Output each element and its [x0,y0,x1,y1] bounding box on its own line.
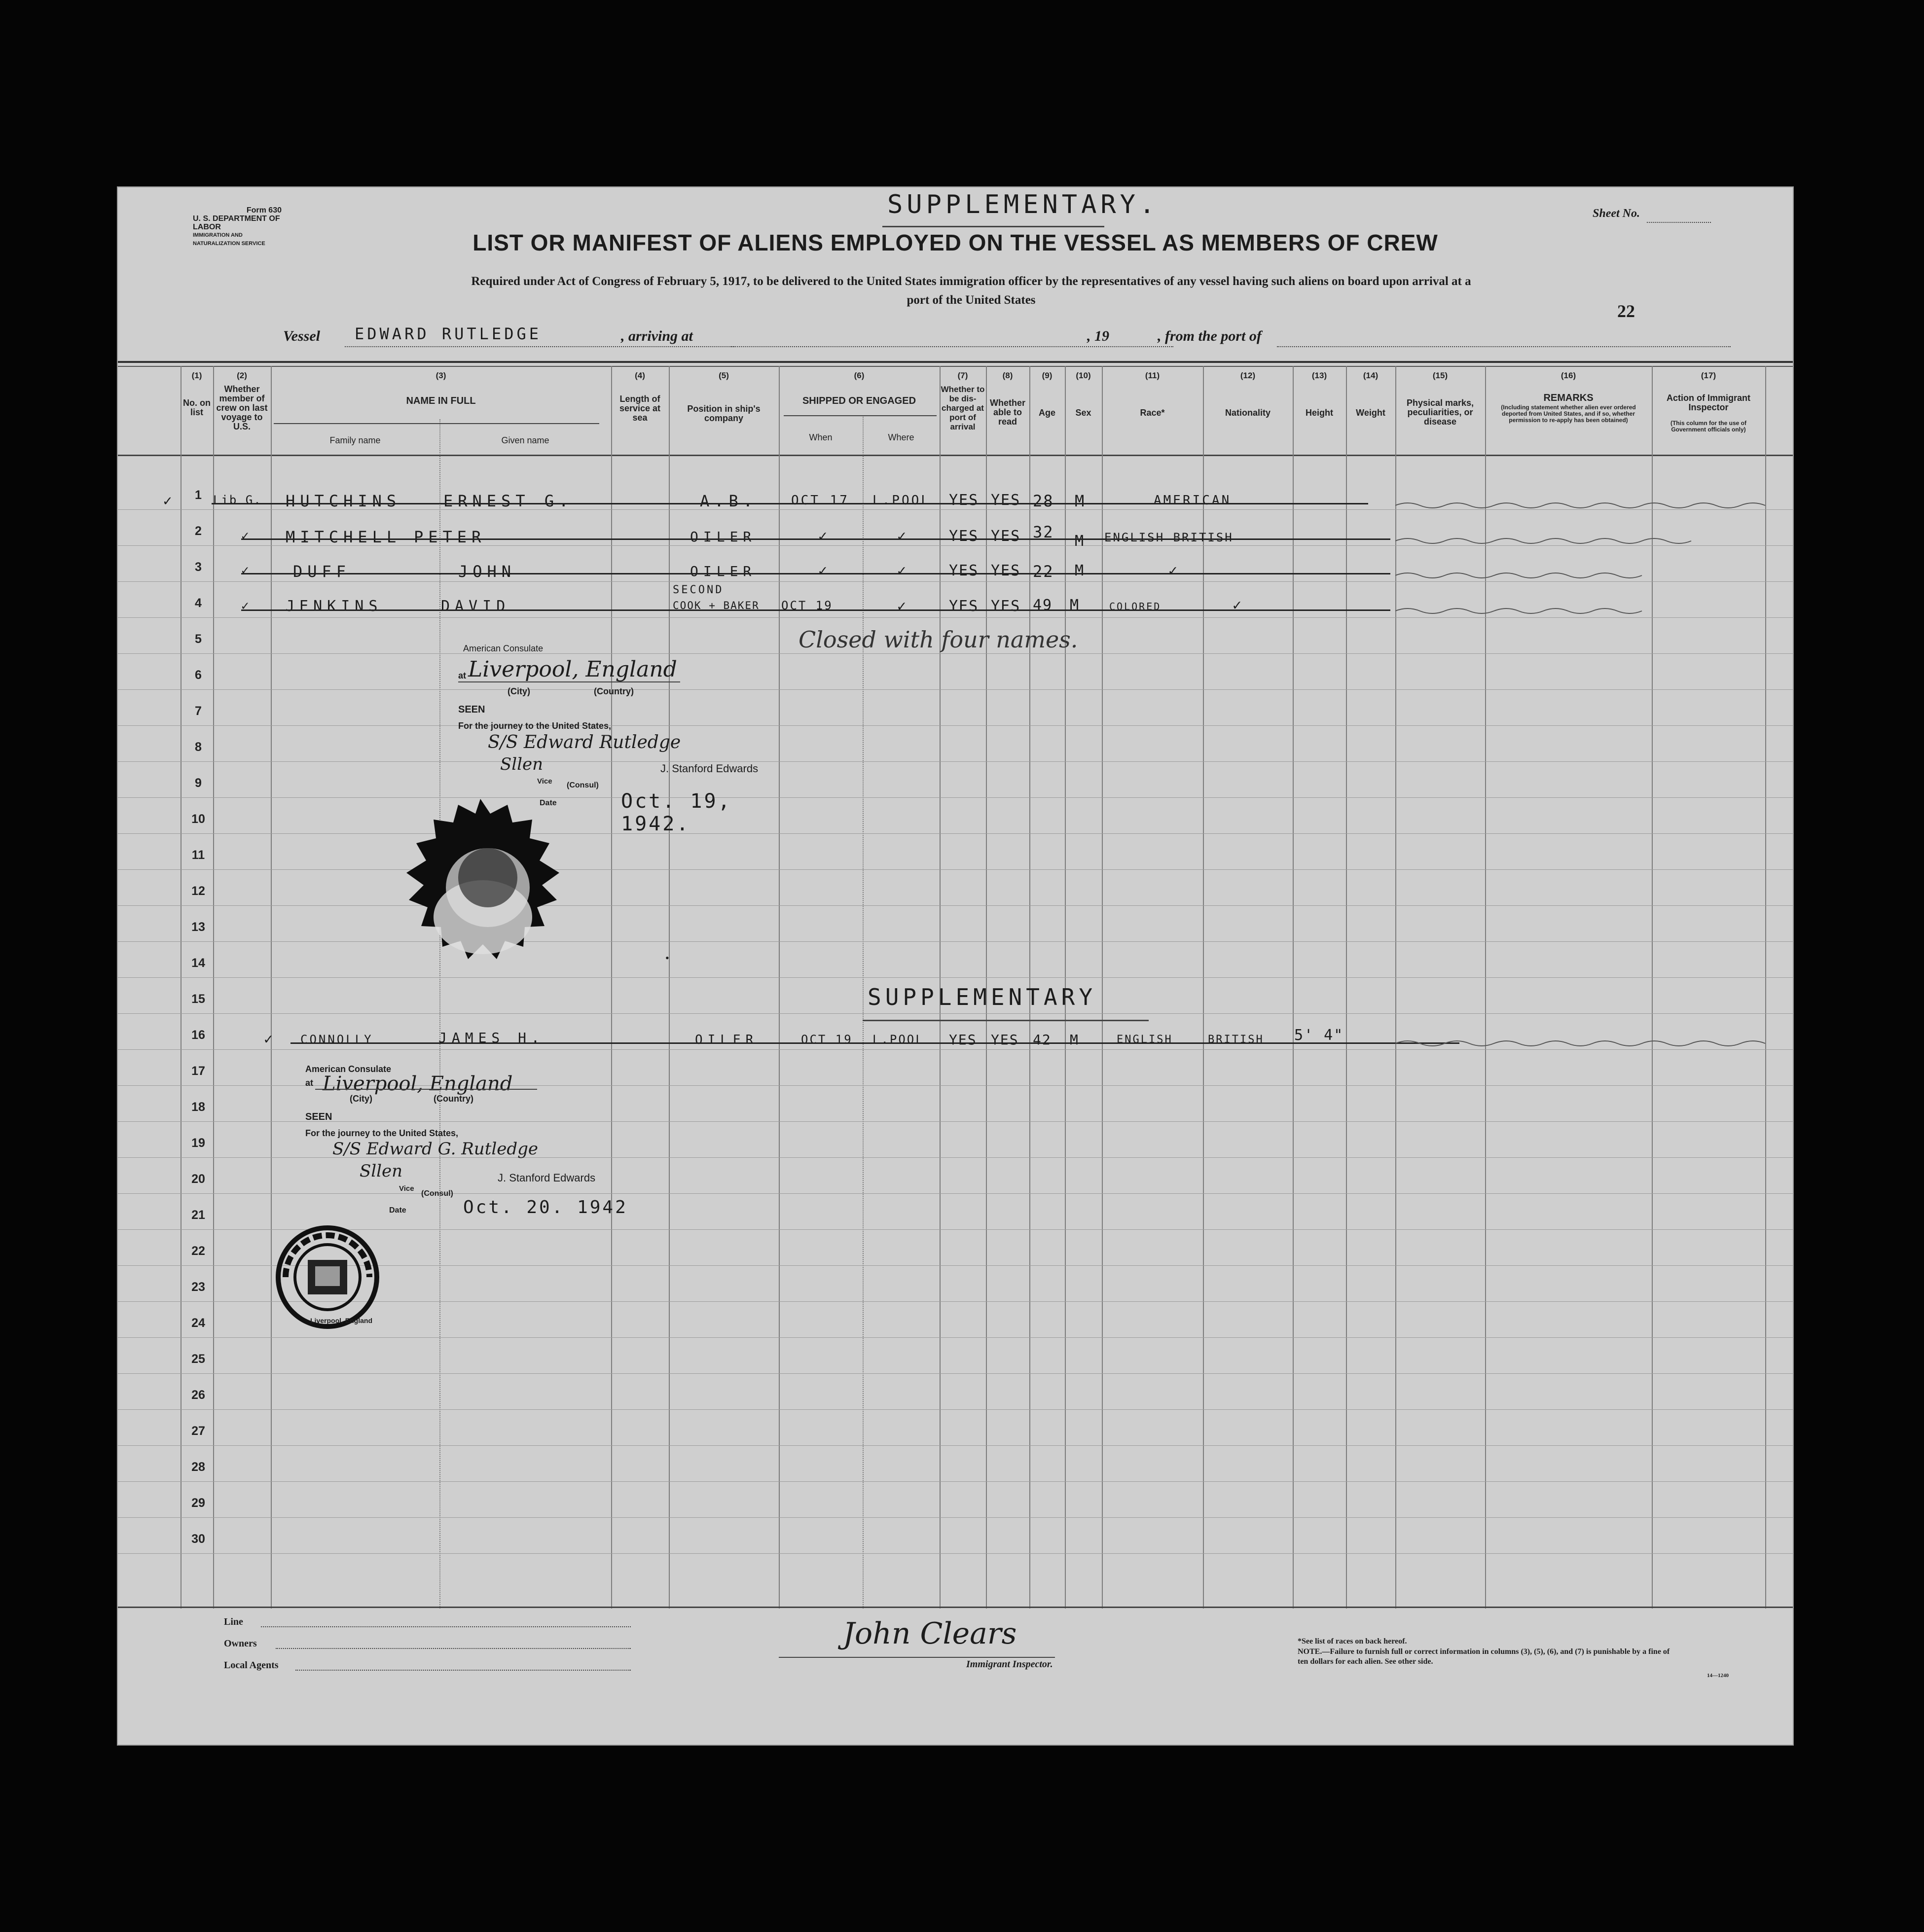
entry-5-read: YES [991,1032,1019,1048]
col-divider [863,415,864,1609]
col-num-6: (6) [854,371,865,380]
col-num-7: (7) [957,371,968,380]
entry-5-age: 42 [1033,1032,1052,1048]
footer-owners-field [276,1648,631,1649]
consul-1-consul-label: (Consul) [567,781,599,789]
entry-5-nationality: BRITISH [1208,1034,1264,1046]
round-consular-seal [273,1223,382,1331]
col-num-16: (16) [1561,371,1576,380]
entry-2-strikethrough [241,538,1390,540]
row-number: 18 [191,1100,205,1114]
row-number: 24 [191,1316,205,1330]
entry-4-position-top: SECOND [673,584,724,596]
col-num-2: (2) [237,371,247,380]
entry-5-strikethrough [290,1042,1459,1044]
entry-5-race: ENGLISH [1117,1034,1173,1046]
entry-2-discharged: YES [949,528,979,545]
row-number: 14 [191,956,205,970]
consul-1-signature: Sllen [500,754,544,774]
entry-1-family: HUTCHINS [286,492,401,510]
row-number: 19 [191,1136,205,1150]
races-note: *See list of races on back hereof. [1298,1637,1407,1646]
entry-1-sex: M [1075,492,1089,510]
row-rule [118,1409,1793,1410]
row-number: 6 [195,668,202,682]
col-head-age: Age [1038,408,1055,418]
footer-agents-label: Local Agents [224,1660,279,1671]
row-number: 4 [195,596,202,610]
row-number: 22 [191,1244,205,1258]
entry-5-mark: ✓ [264,1031,278,1048]
col-head-given-name: Given name [501,435,549,445]
col-head-weight: Weight [1356,408,1385,418]
stray-dot: • [665,952,669,964]
row-number: 5 [195,632,202,646]
row-number: 29 [191,1496,205,1510]
col-divider [271,366,272,1609]
col-divider [181,366,182,1609]
entry-1-given: ERNEST G. [443,492,574,510]
entry-3-family: DUFF [293,562,351,581]
col-head-inspector-action: Action of Immigrant Inspector [1667,393,1750,412]
row-number: 30 [191,1532,205,1546]
row-number: 15 [191,992,205,1006]
vessel-name-line [345,346,734,347]
consul-1-consulate: American Consulate [463,644,544,653]
col-num-9: (9) [1042,371,1053,380]
col-num-12: (12) [1240,371,1256,380]
penalty-note: NOTE.—Failure to furnish full or correct information in columns (3), (5), (6), and (7) is punishable by a fine of ten dollars for each alien. See other side. [1298,1647,1670,1666]
entry-2-read: YES [991,528,1021,545]
table-top-rule [118,361,1793,363]
col-head-remarks-note: (Including statement whether alien ever ordered deported from United States, and if so, whether permission to re-apply has been obtained) [1501,404,1636,424]
print-code: 14—1240 [1707,1673,1729,1679]
consul-2-consul-label: (Consul) [421,1189,453,1198]
vessel-name: EDWARD RUTLEDGE [355,324,542,343]
row-number: 17 [191,1064,205,1078]
inspector-signature: John Clears [843,1616,1017,1651]
row-rule [118,1013,1793,1014]
col-divider [1203,366,1204,1609]
consul-2-name: J. Stanford Edwards [498,1172,596,1184]
consul-1-seen: SEEN [458,704,485,715]
consul-2-journey: For the journey to the United States, [305,1128,459,1138]
entry-3-given: JOHN [458,562,516,581]
wavy-cancel-lines [1395,496,1785,619]
subtitle-line-1: Required under Act of Congress of February 5, 1917, to be delivered to the United States immigration officer by the representatives of any vessel having such aliens on board upon arrival at a [471,275,1471,288]
entry-5-discharged: YES [949,1032,977,1048]
consul-2-date-label: Date [389,1206,406,1215]
entry-3-position: OILER [690,563,757,579]
row-number: 7 [195,704,202,718]
consul-1-vessel: S/S Edward Rutledge [488,732,681,752]
entry-4-read: YES [991,598,1021,615]
col-head-height: Height [1306,408,1333,418]
entry-5-where: L.POOL [872,1033,924,1046]
row-number: 20 [191,1172,205,1186]
col-divider [1293,366,1294,1609]
consul-1-place: Liverpool, England [468,657,677,682]
entry-1-strikethrough [212,503,1368,504]
entry-1-race: AMERICAN [1154,493,1232,508]
entry-3-read: YES [991,562,1021,579]
entry-5-when: OCT 19 [801,1033,853,1046]
row-rule [118,1337,1793,1338]
col-head-where: Where [888,432,914,442]
col-head-position: Position in ship's company [687,404,761,423]
entry-5-given: JAMES H. [438,1030,545,1046]
col-num-15: (15) [1432,371,1448,380]
entry-1-where: L.POOL [872,493,931,508]
entry-4-strikethrough [241,609,1390,611]
col-head-discharged: Whether to be dis-charged at port of arrival [941,385,985,431]
name-sub-rule [274,423,599,424]
col-divider [213,366,214,1609]
supplementary-mid: SUPPLEMENTARY [868,984,1097,1010]
consul-1-name: J. Stanford Edwards [660,762,759,775]
shipped-sub-rule [784,415,937,416]
entry-4-where: ✓ [897,598,911,615]
entry-4-race: COLORED [1109,601,1162,612]
entry-4-family: JENKINS [286,598,383,615]
consul-2-vessel: S/S Edward G. Rutledge [332,1139,538,1159]
inspector-signature-line [779,1657,1055,1658]
consul-2-place: Liverpool, England [323,1073,513,1095]
row-number: 10 [191,812,205,826]
col-head-able-to-read: Whether able to read [990,398,1025,427]
col-num-14: (14) [1363,371,1379,380]
entry-1-position: A.B. [700,492,758,510]
consul-2-date: Oct. 20. 1942 [463,1197,628,1217]
consul-2-vice: Vice [399,1184,414,1193]
col-head-remarks: REMARKS [1543,393,1594,403]
round-seal-text: Liverpool, England [310,1317,373,1324]
col-num-10: (10) [1076,371,1091,380]
form-number: Form 630 [246,206,282,215]
col-head-family-name: Family name [329,435,381,445]
row-rule [118,1517,1793,1518]
entry-2-family: MITCHELL [286,528,401,546]
col-num-13: (13) [1311,371,1327,380]
consul-2-city-label: (City) [350,1094,372,1104]
entry-4-position: COOK + BAKER [673,600,760,611]
col-head-member-last-voyage: Whether member of crew on last voyage to U.S. [216,384,268,431]
col-num-8: (8) [1002,371,1013,380]
entry-3-mark: ✓ [241,563,254,578]
row-number: 12 [191,884,205,898]
supplementary-header: SUPPLEMENTARY. [887,190,1159,219]
entry-1-read: YES [991,492,1021,509]
col-num-3: (3) [436,371,446,380]
entry-4-mark: ✓ [241,599,254,613]
row-number: 28 [191,1460,205,1474]
entry-3-race: ✓ [1168,562,1183,579]
row-number: 23 [191,1280,205,1294]
wavy-cancel-line-16 [1395,1037,1790,1051]
row-number: 11 [191,848,205,862]
row-number: 9 [195,776,202,790]
consul-1-at: at [458,671,467,680]
col-head-sex: Sex [1075,408,1091,418]
consul-2-signature: Sllen [360,1161,403,1181]
entry-1-discharged: YES [949,492,979,509]
col-head-nationality: Nationality [1225,408,1271,418]
entry-1-mark: Lib G. [213,493,262,507]
entry-4-sex: M [1070,597,1084,614]
subtitle-line-2: port of the United States [907,293,1036,307]
entry-1-age: 28 [1033,492,1054,510]
supplementary-mid-underline [863,1020,1149,1021]
consul-2-seen: SEEN [305,1111,332,1122]
entry-2-sex: M [1075,533,1089,550]
row-number: 13 [191,920,205,934]
entry-2-given: PETER [414,528,486,546]
from-port-line [1277,346,1731,347]
col-num-17: (17) [1701,371,1716,380]
row-rule [118,1373,1793,1374]
consul-1-place-line [458,681,680,682]
col-divider [1102,366,1103,1609]
row-1-tick-outside: ✓ [162,494,173,508]
consul-2-at: at [305,1078,314,1088]
col-head-shipped-or-engaged: SHIPPED OR ENGAGED [802,395,916,406]
arriving-line [729,346,1173,347]
table-top-rule-2 [118,366,1793,367]
sheet-number-line [1647,222,1711,223]
footer-owners-label: Owners [224,1638,257,1649]
col-head-physical-marks: Physical marks, peculiarities, or disease [1406,398,1474,427]
entry-4-age: 49 [1033,597,1053,614]
row-number: 1 [195,488,202,502]
col-head-when: When [809,432,833,442]
department-label: U. S. DEPARTMENT OF LABOR [193,215,280,231]
entry-4-discharged: YES [949,598,979,615]
entry-5-height: 5' 4" [1294,1027,1344,1044]
row-number: 16 [191,1028,205,1042]
sheet-label: Sheet No. [1593,207,1640,220]
year-label: , 19 [1087,328,1109,344]
col-head-name-in-full: NAME IN FULL [406,395,476,406]
consul-stamp-1 [345,641,813,1006]
col-head-race: Race* [1140,408,1165,418]
footer-line-field [261,1626,631,1627]
entry-3-discharged: YES [949,562,979,579]
row-number: 25 [191,1352,205,1366]
consul-2-country-label: (Country) [434,1094,473,1104]
entry-4-nationality: ✓ [1233,597,1247,614]
col-num-11: (11) [1145,371,1160,380]
row-number: 27 [191,1424,205,1438]
entry-2-mark: ✓ [241,529,254,543]
col-num-4: (4) [635,371,645,380]
consul-1-date: Oct. 19, 1942. [621,790,732,835]
sheet-number-field [1593,207,1741,220]
embossed-seal-1 [389,794,572,971]
entry-4-given: DAVID [441,598,510,615]
header-bottom-rule [118,455,1793,456]
consul-2-place-line [315,1089,537,1090]
row-number: 8 [195,740,202,754]
col-head-inspector-note: (This column for the use of Government officials only) [1670,420,1746,433]
service-label: IMMIGRATION AND NATURALIZATION SERVICE [193,232,265,247]
entry-3-when: ✓ [818,562,833,579]
entry-2-position: OILER [690,529,757,545]
consul-1-journey: For the journey to the United States, [458,721,612,731]
inspector-label: Immigrant Inspector. [966,1659,1053,1670]
page-number: 22 [1617,301,1635,321]
entry-2-when: ✓ [818,528,833,545]
page-title: LIST OR MANIFEST OF ALIENS EMPLOYED ON THE VESSEL AS MEMBERS OF CREW [472,230,1438,255]
col-num-5: (5) [719,371,729,380]
consul-1-country-label: (Country) [594,686,634,696]
consul-1-date-label: Date [540,799,557,807]
subtitle [207,272,1736,310]
closing-note: Closed with four names. [799,626,1078,653]
col-divider [1346,366,1347,1609]
col-head-length-of-service: Length of service at sea [619,394,661,423]
entry-1-when: OCT 17 [791,493,849,508]
col-divider [439,419,440,1609]
entry-3-strikethrough [241,573,1390,574]
arriving-label: , arriving at [621,328,693,344]
entry-2-race: ENGLISH BRITISH [1104,531,1234,544]
footer-line-label: Line [224,1616,243,1627]
consul-1-city-label: (City) [508,686,530,696]
row-rule [118,1553,1793,1554]
entry-5-family: CONNOLLY [300,1033,373,1046]
row-number: 21 [191,1208,205,1222]
manifest-sheet [117,186,1794,1746]
entry-2-age: 32 [1033,523,1054,541]
row-number: 26 [191,1388,205,1402]
entry-4-when: OCT 19 [781,599,833,612]
entry-3-age: 22 [1033,562,1054,581]
row-rule [118,1481,1793,1482]
consul-2-consulate: American Consulate [305,1064,392,1074]
col-head-no-on-list: No. on list [183,398,211,417]
footer-rule [118,1607,1793,1608]
footer-agents-field [295,1670,631,1671]
consul-1-vice: Vice [537,777,552,786]
row-number: 2 [195,524,202,538]
row-rule [118,1445,1793,1446]
entry-5-sex: M [1070,1032,1083,1048]
vessel-label: Vessel [283,328,320,344]
entry-3-where: ✓ [897,562,911,579]
row-number: 3 [195,560,202,574]
entry-2-where: ✓ [897,528,911,545]
entry-3-sex: M [1075,562,1089,579]
supplementary-underline [882,226,1104,227]
entry-5-position: OILER [695,1033,759,1047]
col-num-1: (1) [191,371,202,380]
from-port-label: , from the port of [1158,328,1262,344]
